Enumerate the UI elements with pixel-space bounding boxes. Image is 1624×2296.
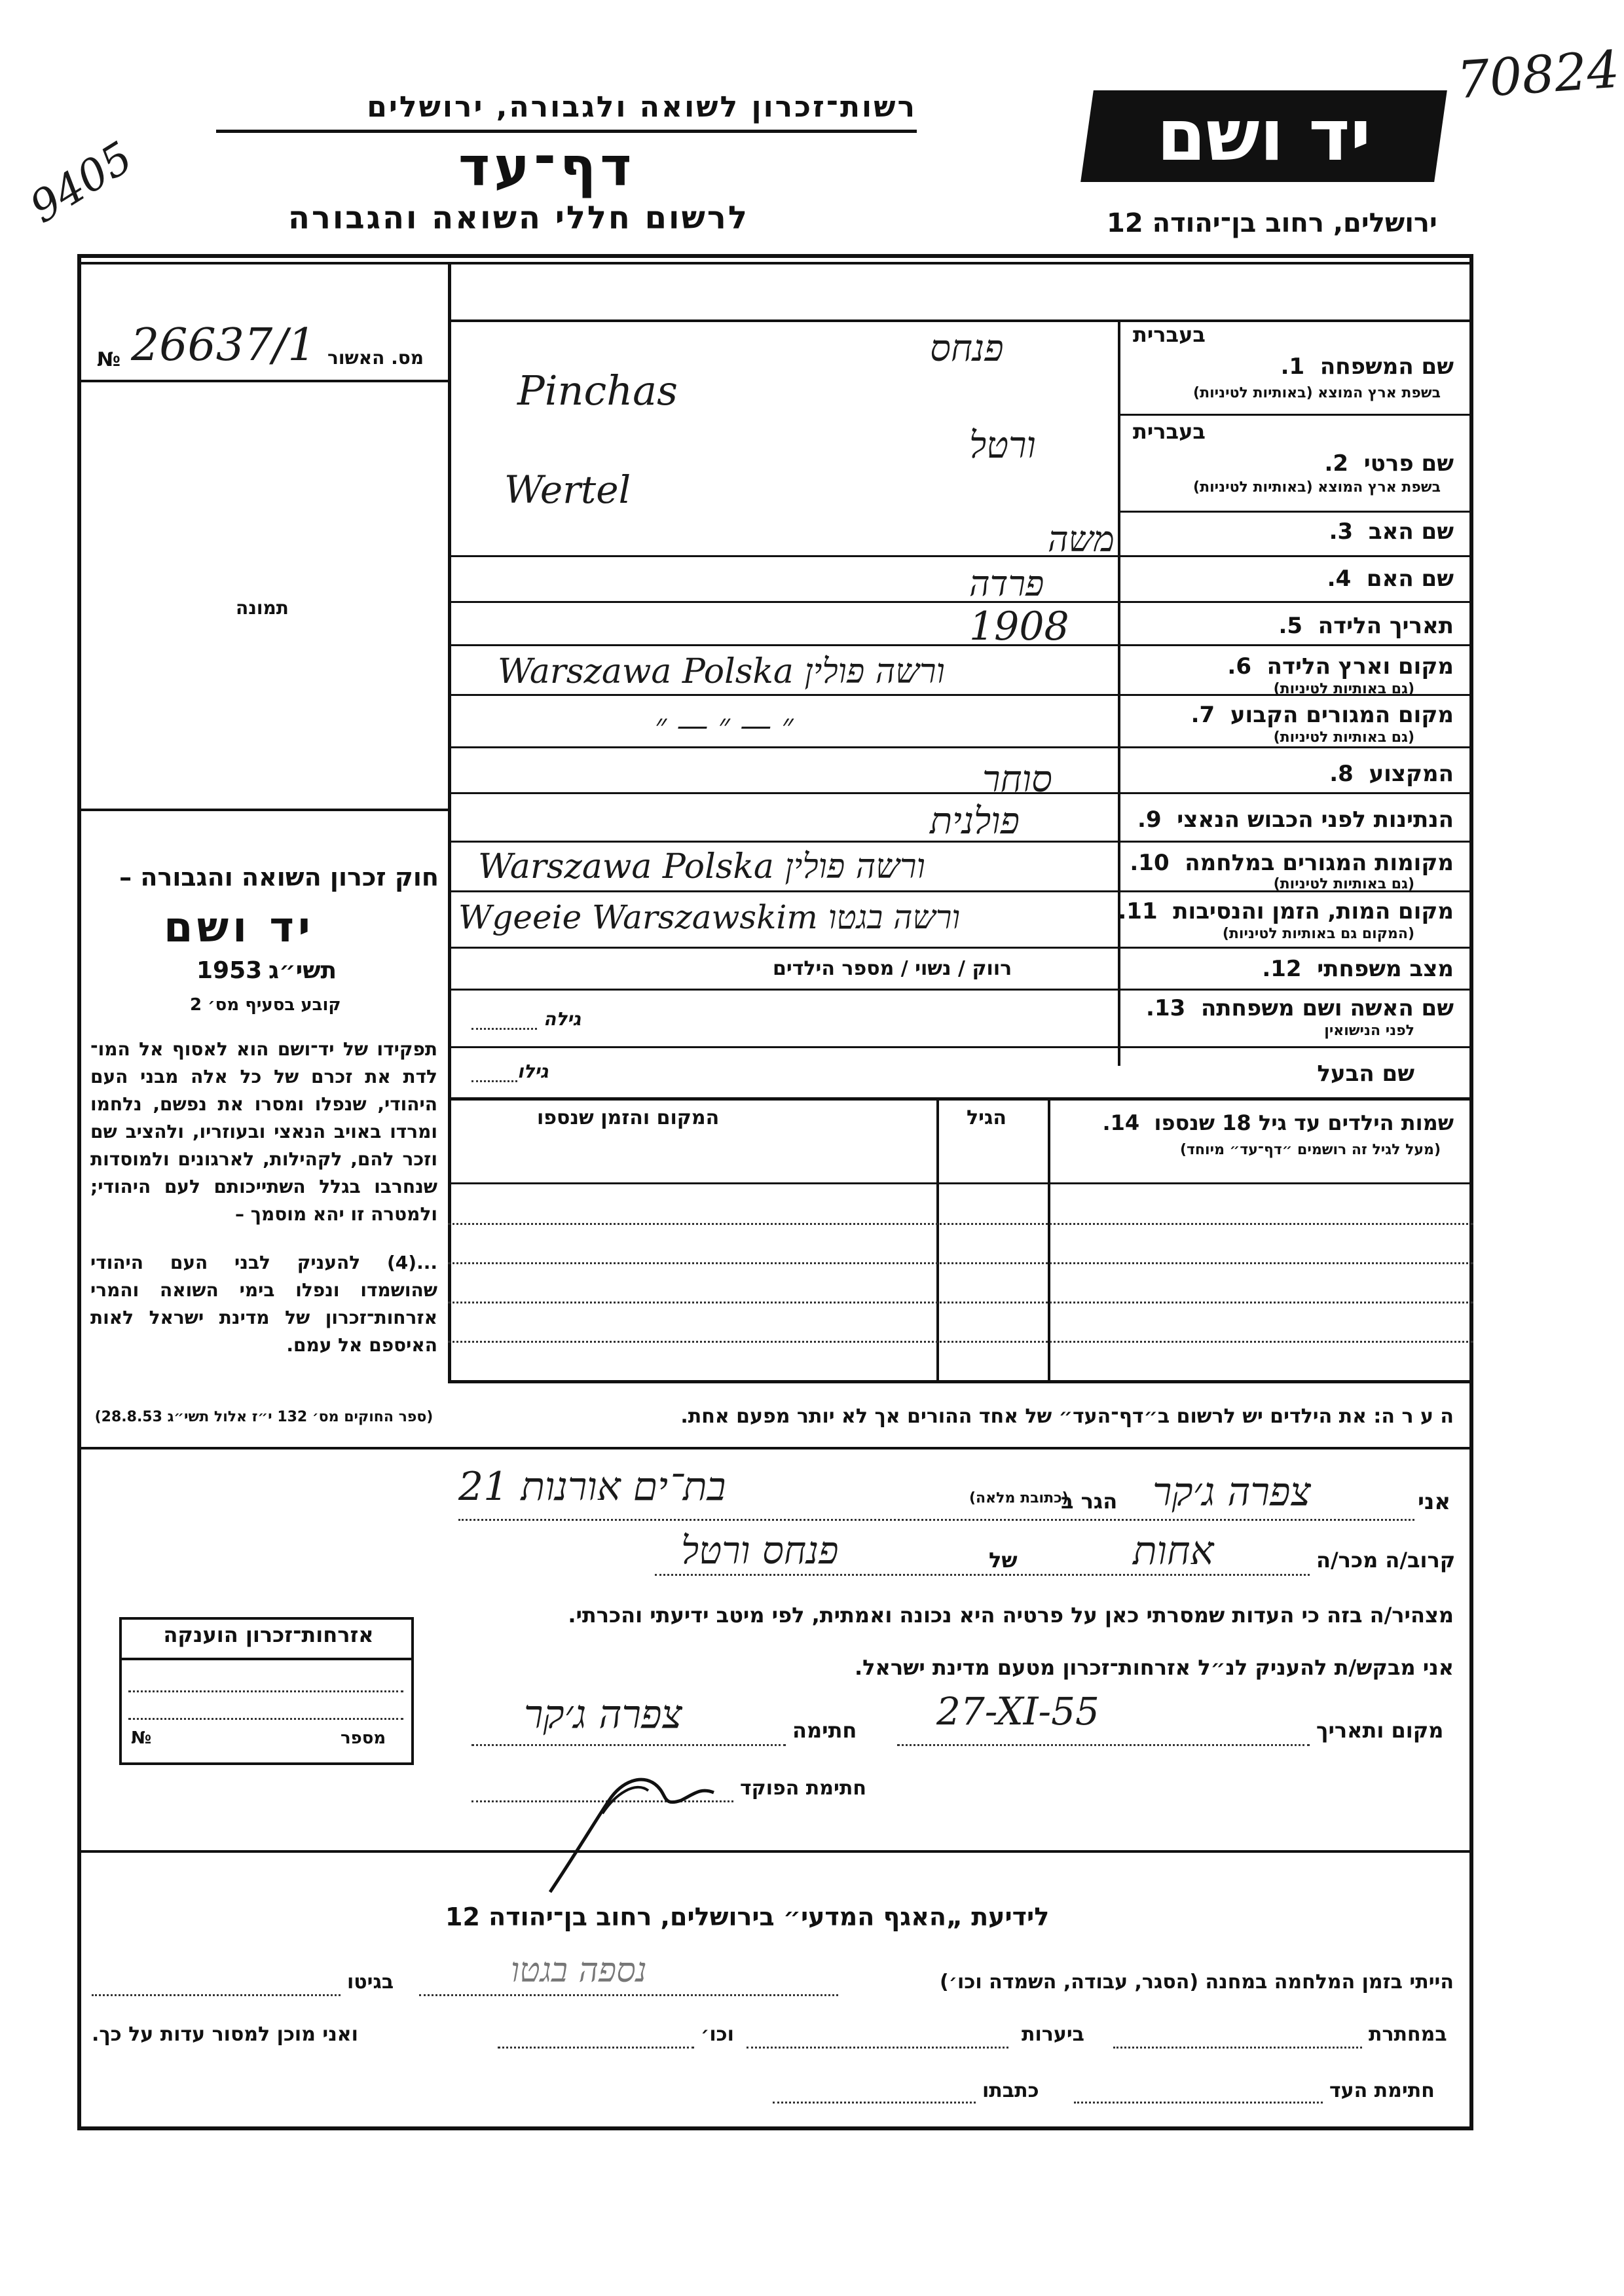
answer-war-residence: Warszawa Polska ורשה פולין [478, 847, 925, 886]
photo-rule [77, 809, 448, 811]
field-row-rule [1120, 414, 1473, 416]
approval-no-symbol: № [97, 348, 121, 371]
footer-ready: ואני מוכן למסור עדות על כך. [92, 2023, 358, 2046]
citizenship-no-label: מספר [341, 1728, 386, 1748]
approval-number: 26637/1 [131, 319, 316, 371]
left-column-divider [448, 262, 451, 1383]
officer-label: חתימת הפוקד [740, 1777, 866, 1800]
side-number: 9405 [21, 132, 141, 233]
field-row-rule [448, 746, 1473, 748]
answer-first-latin: Wertel [504, 467, 631, 512]
field-1-label: שם המשפחה 1. [1280, 354, 1454, 380]
answer-family-hebrew: פנחס [930, 327, 1004, 370]
field-5-label: תאריך הלידה 5. [1278, 613, 1454, 639]
note-rule [77, 1447, 1473, 1449]
footer-ghetto-line [92, 1994, 341, 1996]
declarant-address: בת־ים אורנות 21 [458, 1464, 726, 1510]
children-place-column: המקום והזמן שנספו [537, 1106, 720, 1129]
logo-text: יד ושם [1156, 95, 1371, 177]
top-strip-rule [448, 319, 1473, 322]
photo-label: תמונה [236, 597, 289, 619]
children-top-rule [448, 1097, 1473, 1101]
note: ה ע ר ה: את הילדים יש לרשום ב״דף־העד״ של אחד ההורים אך לא יותר מפעם אחת. [680, 1405, 1454, 1428]
law-text-1: תפקידו של יד־ושם הוא לאסוף אל המו־ לדת את זכרם של כל אלה מבני העם היהודי, שנפלו ומסרו את נפשם, נלחמו ומרדו באויב הנאצי ובעוזריו, ולהציב שם וזכר להם, לקהילות, לארגונים ולמוסדות שנחרבו בגלל השתייכותם לעם היהודי; ולמטרה זו יהא מוסמך – [90, 1038, 437, 1225]
answer-column-divider [1118, 319, 1120, 1066]
law-year: 1953 [196, 957, 263, 984]
declaration-line-2 [655, 1574, 1310, 1576]
place-date-label: מקום ותאריך [1316, 1718, 1444, 1743]
answer-residence: ״ — ״ — ״ [655, 707, 794, 744]
relative-label: קרוב/ה מכר/ה [1316, 1548, 1456, 1573]
footer-ghetto-label: בגיטו [347, 1971, 394, 1994]
children-col-divider-2 [936, 1099, 939, 1383]
field-row-rule [1120, 511, 1473, 513]
children-row-2 [448, 1223, 1473, 1225]
field-row-rule [448, 947, 1473, 949]
field-8-label: המקצוע 8. [1329, 761, 1454, 787]
field-4-label: שם האם 4. [1327, 566, 1454, 592]
frame-top-rule [77, 262, 1473, 264]
husband-label: שם הבעל [1317, 1061, 1414, 1087]
full-address-hint: (כתובת מלאה) [969, 1490, 1069, 1506]
field-row-rule [448, 644, 1473, 646]
field-row-rule [448, 555, 1473, 557]
address: ירושלים, רחוב בן־יהודה 12 [1107, 208, 1437, 238]
footer-title: לידיעת „האגף המדעי״ בירושלים, רחוב בן־יהודה 12 [445, 1903, 1050, 1931]
field-11-sub: (המקום גם באותיות לטיניות) [1222, 926, 1414, 942]
relation: אחות [1133, 1528, 1214, 1574]
field-7-sub: (גם באותיות לטיניות) [1273, 729, 1414, 746]
place-date-line [897, 1744, 1310, 1746]
answer-birth-date: 1908 [969, 604, 1069, 649]
footer-address-label: כתבתו [982, 2079, 1039, 2102]
children-row-4 [448, 1302, 1473, 1303]
children-row-3 [448, 1262, 1473, 1264]
field-9-label: הנתינות לפני הכבוש הנאצי 9. [1137, 807, 1454, 833]
footer-forests-line [747, 2047, 1008, 2049]
answer-father: משה [1048, 519, 1115, 560]
signature: צפרה ג׳קר [524, 1692, 682, 1738]
archive-number: 70824 [1455, 40, 1621, 111]
field-7-label: מקום המגורים הקבוע 7. [1190, 702, 1454, 728]
field-11-label: מקום המות, הזמן והנסיבות 11. [1118, 898, 1454, 924]
husband-age-dots [471, 1080, 517, 1082]
field-row-rule [448, 601, 1473, 603]
age-label-wife: גילה [544, 1008, 581, 1030]
field-1-sub: בשפת ארץ המוצא (באותיות לטיניות) [1193, 385, 1441, 401]
children-row-5 [448, 1341, 1473, 1343]
answer-nationality: פולנית [930, 800, 1020, 843]
declaration-request: אני מבקש/ת להעניק לנ״ל אזרחות־זכרון מטעם מדינת ישראל. [855, 1655, 1454, 1680]
field-3-label: שם האב 3. [1329, 519, 1454, 545]
resident-label: הגר ב [1061, 1489, 1118, 1514]
children-col-divider-1 [1048, 1099, 1050, 1383]
declaration-statement: מצהיר/ה בזה כי העדות שמסרתי כאן על פרטיה היא נכונה ואמתית, לפי מיטב ידיעתי והכרתי. [568, 1603, 1454, 1628]
marital-options: רווק / נשוי / מספר הילדים [773, 957, 1012, 980]
answer-family-latin: Pinchas [517, 367, 678, 414]
law-year-hebrew: תשי״ג [268, 957, 337, 984]
footer-underground-line [1113, 2047, 1362, 2049]
footer-witness-signature: חתימת העד [1329, 2079, 1435, 2102]
wife-age-dots [471, 1028, 537, 1030]
field-10-label: מקומות המגורים במלחמה 10. [1130, 850, 1454, 876]
declaration-i-label: אני [1418, 1489, 1451, 1515]
of-label: של [989, 1548, 1018, 1573]
children-title: שמות הילדים עד גיל 18 שנספו 14. [1102, 1110, 1454, 1135]
children-bottom-rule [448, 1380, 1473, 1383]
footer-witness-line [1074, 2102, 1323, 2104]
officer-signature-scribble [537, 1755, 773, 1899]
age-label-husband: גילו [517, 1061, 549, 1082]
answer-death-place: Wgeeie Warszawskim ורשה בגטו [458, 898, 961, 936]
authority-name: רשות־זכרון לשואה ולגבורה, ירושלים [367, 90, 917, 124]
children-sub: (מעל לגיל זה רושמים ״דף־עד״ מיוחד) [1179, 1142, 1441, 1158]
citizenship-dots-2 [128, 1718, 403, 1720]
answer-birth-place: Warszawa Polska ורשה פולין [498, 652, 945, 691]
law-title: חוק זכרון השואה והגבורה – [119, 863, 439, 892]
footer-etc: וכו׳ [701, 2023, 734, 2046]
field-6-label: מקום וארץ הלידה 6. [1227, 653, 1454, 680]
signature-line [471, 1744, 786, 1746]
children-age-column: הגיל [967, 1106, 1006, 1129]
declarant-name: צפרה ג׳קר [1153, 1469, 1311, 1515]
field-1-tag: בעברית [1133, 322, 1206, 347]
law-source: (ספר החוקים מס׳ 132 י״ז אלול תשי״ג 28.8.53) [94, 1409, 434, 1425]
declaration-line-1 [458, 1519, 1414, 1521]
field-13-sub: לפני הנישואין [1324, 1023, 1414, 1039]
place-date: 27-XI-55 [936, 1689, 1099, 1734]
field-2-tag: בעברית [1133, 419, 1206, 444]
victim-name: פנחס ורטל [681, 1528, 839, 1573]
law-clause: קובע בסעיף מס׳ 2 [190, 995, 341, 1015]
citizenship-no-symbol: № [131, 1728, 152, 1748]
field-10-sub: (גם באותיות לטיניות) [1273, 876, 1414, 892]
footer-forests: ביערות [1022, 2023, 1084, 2046]
footer-etc-line [498, 2047, 694, 2049]
field-13-label: שם האשה ושם משפחתה 13. [1146, 995, 1454, 1021]
footer-camp-line [419, 1994, 838, 1996]
children-row-1 [448, 1182, 1473, 1184]
field-row-rule [448, 792, 1473, 794]
answer-mother: פרדה [969, 563, 1044, 604]
law-name: יד ושם [164, 903, 314, 952]
form-subtitle: לרשום חללי השואה והגבורה [288, 200, 749, 236]
field-row-rule [448, 1046, 1473, 1048]
header-rule [216, 130, 917, 133]
approval-rule [77, 380, 448, 382]
approval-label: מס. האשור [327, 347, 424, 369]
field-6-sub: (גם באותיות לטיניות) [1273, 681, 1414, 697]
footer-camp: נספה בגטו [511, 1951, 647, 1990]
signature-label: חתימה [792, 1718, 857, 1743]
field-12-label: מצב משפחתי 12. [1262, 956, 1454, 982]
footer-rule [77, 1850, 1473, 1853]
answer-first-hebrew: ורטל [969, 424, 1036, 467]
footer-address-line [773, 2102, 976, 2104]
citizenship-box-rule [119, 1658, 414, 1660]
form-title: דף־עד [458, 136, 636, 198]
citizenship-dots-1 [128, 1690, 403, 1692]
law-text-2: ...(4) להעניק לבני העם היהודי שהושמדו ונפלו בימי השואה והמרי אזרחות־זכרון של מדינת ישראל לאות האיספם אל עמם. [90, 1252, 437, 1356]
citizenship-box-title: אזרחות־זכרון הוענקה [163, 1622, 374, 1647]
footer-line-1: הייתי בזמן המלחמה במחנה (הסגר, עבודה, השמדה וכו׳) [940, 1971, 1454, 1994]
field-row-rule [448, 989, 1473, 991]
footer-underground: במחתרת [1369, 2023, 1447, 2046]
field-2-sub: בשפת ארץ המוצא (באותיות לטיניות) [1193, 479, 1441, 496]
answer-profession: סוחר [982, 758, 1052, 801]
field-2-label: שם פרטי 2. [1324, 450, 1454, 477]
